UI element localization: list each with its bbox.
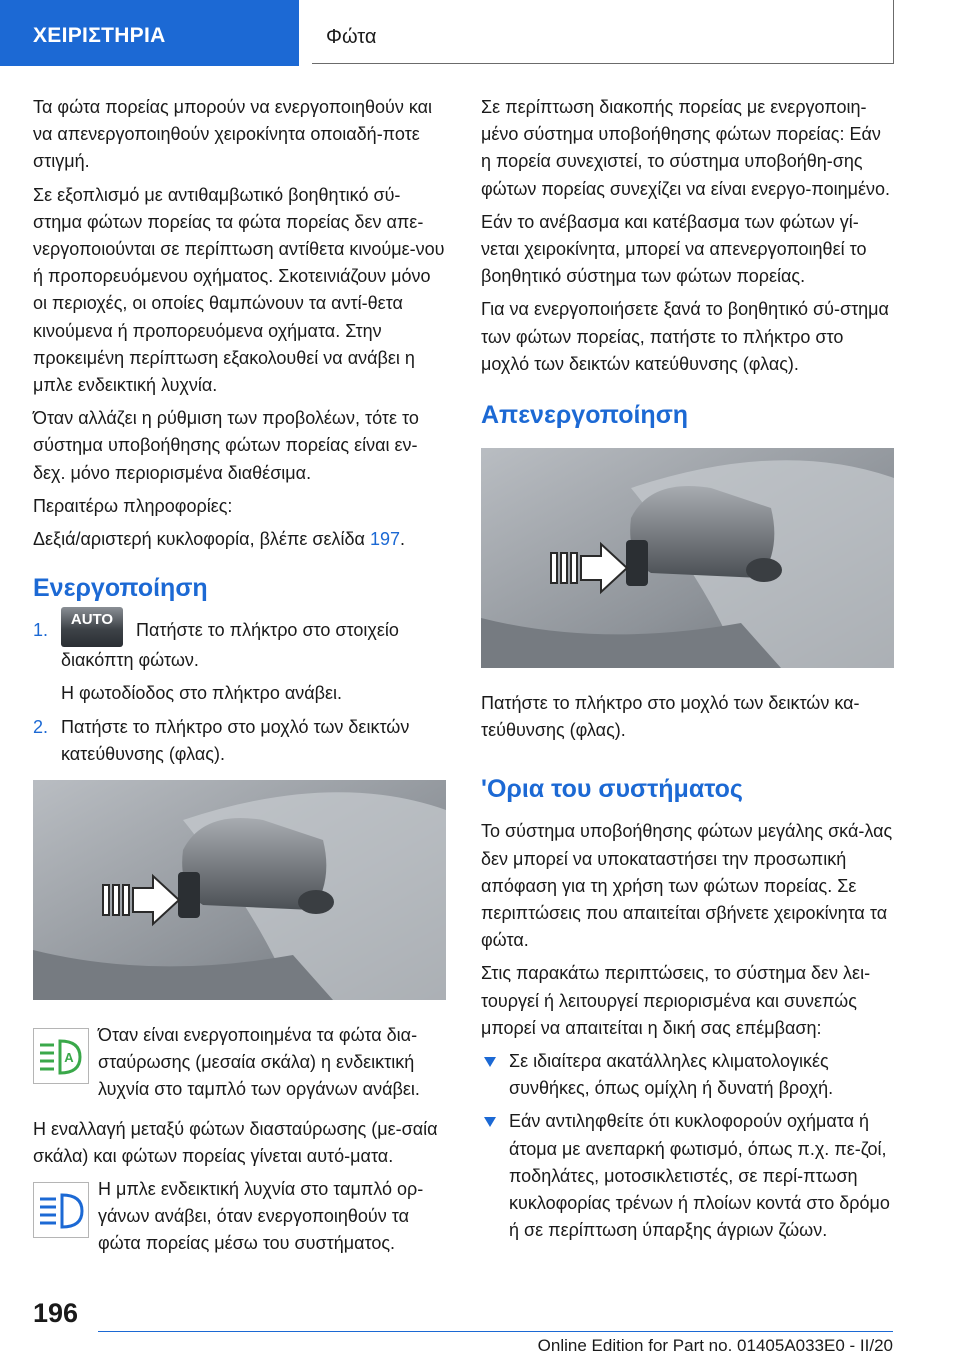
bullet-triangle-icon [484,1117,496,1127]
note-low-beam [33,1022,446,1104]
step-text: Πατήστε το πλήκτρο στο στοιχείο διακόπτη φώτων. [61,620,399,671]
list-item [33,714,446,768]
paragraph-reference [33,526,446,553]
list-item [33,611,446,707]
page-number: 196 [33,1298,79,1328]
paragraph: Όταν αλλάζει η ρύθμιση των προβολέων, τότε το σύστημα υποβοήθησης φώτων πορείας είναι εν-δεχ. μόνο περιορισμένα διαθέσιμα. [33,408,419,483]
step-text: Πατήστε το πλήκτρο στο μοχλό των δεικτών κατεύθυνσης (φλας). [61,716,410,764]
footer-edition: Online Edition for Part no. 01405A033E0 - II/20 [537,1336,893,1355]
bullet-text: Σε ιδιαίτερα ακατάλληλες κλιματολογικές συνθήκες, όπως ομίχλη ή δυνατή βροχή. [509,1051,834,1099]
footer-divider [98,1331,893,1332]
bullet-triangle-icon [484,1057,496,1067]
step-subtext: Η φωτοδίοδος στο πλήκτρο ανάβει. [61,683,343,704]
paragraph: Περαιτέρω πληροφορίες: [33,495,233,516]
note-text: Όταν είναι ενεργοποιημένα τα φώτα δια-σταύρωσης (μεσαία σκάλα) η ενδεικτική λυχνία στο ταμπλό των οργάνων ανάβει. [98,1025,420,1100]
header-chapter-title: Φώτα [326,26,377,48]
heading-deactivation: Απενεργοποίηση [481,401,689,430]
heading-activation: Ενεργοποίηση [33,574,208,603]
note-high-beam [33,1176,446,1258]
auto-button-icon: AUTO [61,607,123,647]
header-chapter-box [312,0,894,64]
list-item [481,1048,894,1102]
paragraph: Εάν το ανέβασμα και κατέβασμα των φώτων γί-νεται χειροκίνητα, μπορεί να απενεργοποιηθεί το βοηθητικό σύστημα των φώτων πορείας. [481,211,867,287]
paragraph: Σε περίπτωση διακοπής πορείας με ενεργοποιη-μένο σύστημα υποβοήθησης φώτων πορείας: Εάν η πορεία συνεχιστεί, το σύστημα υποβοήθη-σης φώτων πορείας συνεχίζει να είναι ενεργο-ποιημένο. [481,97,891,199]
note-text: Η μπλε ενδεικτική λυχνία στο ταμπλό ορ-γάνων ανάβει, όταν ενεργοποιηθούν τα φώτα πορείας μέσω του συστήματος. [98,1179,424,1254]
paragraph: Στις παρακάτω περιπτώσεις, το σύστημα δεν λει-τουργεί ή λειτουργεί περιορισμένα και συνεπώς μπορεί να απαιτείται η δική σας επέμβαση: [481,963,871,1038]
step-number: 2. [33,716,49,737]
bullet-text: Εάν αντιληφθείτε ότι κυκλοφορούν οχήματα ή άτομα με ανεπαρκή φωτισμό, όπως π.χ. πε-ζοί, ποδηλάτες, μοτοσικλετιστές, σε περί-πτωση κυκλοφορίας τρένων ή πλοίων κοντά στο δρόμο ή σε περίπτωση ύπαρξης άγριων ζώων. [509,1111,890,1241]
svg-text:A: A [64,1050,74,1066]
turn-signal-stalk-photo-deactivate [481,448,894,668]
paragraph: Τα φώτα πορείας μπορούν να ενεργοποιηθούν και να απενεργοποιηθούν χειροκίνητα οποιαδή-ποτε στιγμή. [33,97,433,172]
turn-signal-stalk-photo [33,780,446,1000]
paragraph: Η εναλλαγή μεταξύ φώτων διασταύρωσης (με-σαία σκάλα) και φώτων πορείας γίνεται αυτό-ματα. [33,1118,438,1166]
paragraph: Για να ενεργοποιήσετε ξανά το βοηθητικό σύ-στημα των φώτων πορείας, πατήστε το πλήκτρο στο μοχλό των δεικτών κατεύθυνσης (φλας). [481,299,889,374]
left-column [33,94,446,1270]
high-beam-indicator-icon [33,1182,89,1238]
activation-steps [33,611,446,768]
heading-limits: 'Ορια του συστήματος [481,775,743,804]
step-number: 1. [33,620,49,641]
list-item [481,1108,894,1244]
reference-end: . [400,529,406,550]
paragraph: Σε εξοπλισμό με αντιθαμβωτικό βοηθητικό σύ-στημα φώτων πορείας τα φώτα πορείας δεν απε-νεργοποιούνται σε περίπτωση αντίθετα κινούμε-νου ή προπορευόμενου οχήματος. Σκοτεινιάζουν μόνο οι περιοχές, οι οποίες θαμπώνουν τα αντί-θετα κινούμενα ή προπορευόμενα οχήματα. Στην προκειμένη περίπτωση εξακολουθεί να ανάβει η μπλε ενδεικτική λυχνία. [33,184,445,396]
page-link-197[interactable]: 197 [369,529,400,550]
paragraph: Το σύστημα υποβοήθησης φώτων μεγάλης σκά-λας δεν μπορεί να υποκαταστήσει την προσωπική απόφαση για τη χρήση των φώτων πορείας. Σε περιπτώσεις που απαιτείται σβήνετε χειροκίνητα τα φώτα. [481,821,893,951]
low-beam-auto-indicator-icon [33,1028,89,1084]
paragraph: Πατήστε το πλήκτρο στο μοχλό των δεικτών κα-τεύθυνσης (φλας). [481,693,860,741]
right-column [481,94,894,1250]
header-section-title: ΧΕΙΡΙΣΤΗΡΙΑ [33,24,166,47]
reference-text: Δεξιά/αριστερή κυκλοφορία, βλέπε σελίδα [33,529,370,550]
header-section-tab [0,0,299,66]
limits-list [481,1048,894,1244]
